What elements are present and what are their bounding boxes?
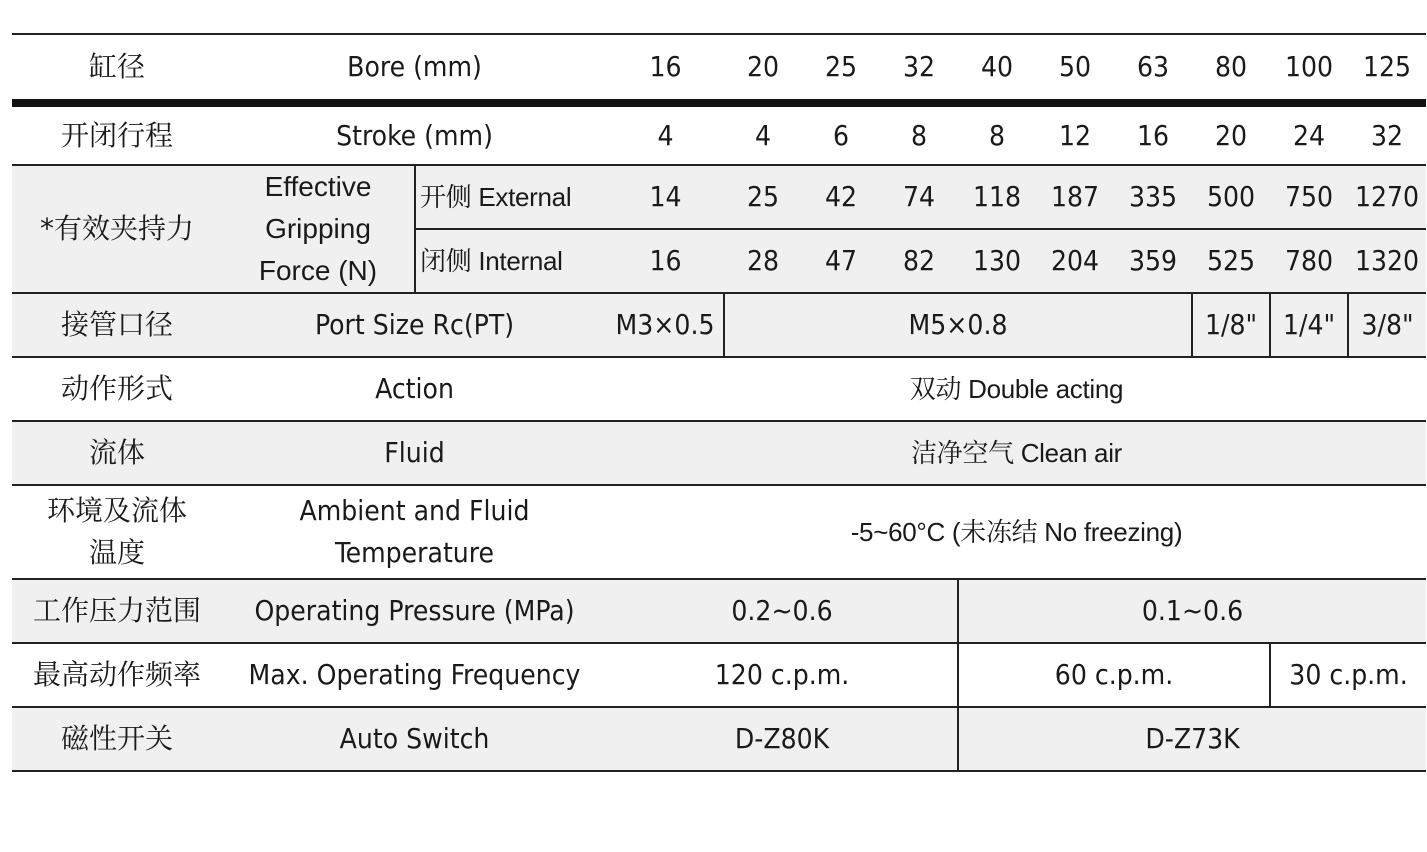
gripping-external-value: 118 <box>958 165 1036 229</box>
temperature-row <box>12 485 1426 579</box>
pressure-value-large: 0.1~0.6 <box>958 579 1426 643</box>
pressure-row <box>12 579 1426 643</box>
action-row <box>12 357 1426 421</box>
autoswitch-en-label: Auto Switch <box>222 707 607 771</box>
stroke-row <box>12 103 1426 165</box>
gripping-internal-value: 204 <box>1036 229 1114 293</box>
stroke-value: 8 <box>958 103 1036 165</box>
bore-value: 25 <box>802 34 880 103</box>
specifications-table <box>12 33 1426 772</box>
stroke-value: 8 <box>880 103 958 165</box>
gripping-external-row <box>12 165 1426 229</box>
gripping-external-value: 500 <box>1192 165 1270 229</box>
stroke-value: 16 <box>1114 103 1192 165</box>
stroke-value: 4 <box>724 103 802 165</box>
gripping-en-label: Effective Gripping Force (N) <box>222 165 415 293</box>
bore-value: 125 <box>1348 34 1426 103</box>
action-en-label: Action <box>222 357 607 421</box>
stroke-value: 4 <box>607 103 724 165</box>
gripping-external-value: 14 <box>607 165 724 229</box>
autoswitch-value-large: D-Z73K <box>958 707 1426 771</box>
stroke-value: 24 <box>1270 103 1348 165</box>
port-cn-label: 接管口径 <box>12 293 222 357</box>
gripping-internal-value: 28 <box>724 229 802 293</box>
frequency-en-label: Max. Operating Frequency <box>222 643 607 707</box>
pressure-en-label: Operating Pressure (MPa) <box>222 579 607 643</box>
port-value-1-8: 1/8" <box>1192 293 1270 357</box>
pressure-value-small: 0.2~0.6 <box>607 579 958 643</box>
gripping-internal-value: 525 <box>1192 229 1270 293</box>
gripping-external-value: 74 <box>880 165 958 229</box>
port-value-1-4: 1/4" <box>1270 293 1348 357</box>
gripping-external-value: 335 <box>1114 165 1192 229</box>
gripping-internal-label: 闭侧 Internal <box>415 229 607 293</box>
gripping-external-value: 25 <box>724 165 802 229</box>
action-value: 双动 Double acting <box>607 357 1426 421</box>
bore-value: 32 <box>880 34 958 103</box>
fluid-cn-label: 流体 <box>12 421 222 485</box>
autoswitch-row <box>12 707 1426 771</box>
frequency-value-60: 60 c.p.m. <box>958 643 1270 707</box>
autoswitch-value-small: D-Z80K <box>607 707 958 771</box>
frequency-cn-label: 最高动作频率 <box>12 643 222 707</box>
bore-value: 40 <box>958 34 1036 103</box>
bore-value: 100 <box>1270 34 1348 103</box>
temp-cn-label: 环境及流体温度 <box>12 485 222 579</box>
bore-value: 80 <box>1192 34 1270 103</box>
frequency-value-120: 120 c.p.m. <box>607 643 958 707</box>
gripping-internal-value: 47 <box>802 229 880 293</box>
action-cn-label: 动作形式 <box>12 357 222 421</box>
bore-value: 16 <box>607 34 724 103</box>
gripping-external-value: 187 <box>1036 165 1114 229</box>
autoswitch-cn-label: 磁性开关 <box>12 707 222 771</box>
gripping-internal-value: 359 <box>1114 229 1192 293</box>
gripping-external-value: 1270 <box>1348 165 1426 229</box>
stroke-en-label: Stroke (mm) <box>222 103 607 165</box>
bore-en-label: Bore (mm) <box>222 34 607 103</box>
port-en-label: Port Size Rc(PT) <box>222 293 607 357</box>
port-value-m3: M3×0.5 <box>607 293 724 357</box>
gripping-internal-value: 1320 <box>1348 229 1426 293</box>
fluid-value: 洁净空气 Clean air <box>607 421 1426 485</box>
stroke-value: 32 <box>1348 103 1426 165</box>
gripping-internal-value: 780 <box>1270 229 1348 293</box>
port-size-row <box>12 293 1426 357</box>
frequency-row <box>12 643 1426 707</box>
gripping-external-value: 750 <box>1270 165 1348 229</box>
fluid-row <box>12 421 1426 485</box>
bore-cn-label: 缸径 <box>12 34 222 103</box>
stroke-cn-label: 开闭行程 <box>12 103 222 165</box>
bore-row <box>12 34 1426 103</box>
temp-en-label: Ambient and Fluid Temperature <box>222 485 607 579</box>
stroke-value: 6 <box>802 103 880 165</box>
gripping-external-value: 42 <box>802 165 880 229</box>
frequency-value-30: 30 c.p.m. <box>1270 643 1426 707</box>
temp-value: -5~60°C (未冻结 No freezing) <box>607 485 1426 579</box>
pressure-cn-label: 工作压力范围 <box>12 579 222 643</box>
gripping-internal-value: 130 <box>958 229 1036 293</box>
port-value-m5: M5×0.8 <box>724 293 1192 357</box>
bore-value: 50 <box>1036 34 1114 103</box>
fluid-en-label: Fluid <box>222 421 607 485</box>
stroke-value: 12 <box>1036 103 1114 165</box>
port-value-3-8: 3/8" <box>1348 293 1426 357</box>
gripping-external-label: 开侧 External <box>415 165 607 229</box>
stroke-value: 20 <box>1192 103 1270 165</box>
gripping-internal-value: 16 <box>607 229 724 293</box>
bore-value: 63 <box>1114 34 1192 103</box>
gripping-internal-value: 82 <box>880 229 958 293</box>
gripping-cn-label: *有效夹持力 <box>12 165 222 293</box>
bore-value: 20 <box>724 34 802 103</box>
